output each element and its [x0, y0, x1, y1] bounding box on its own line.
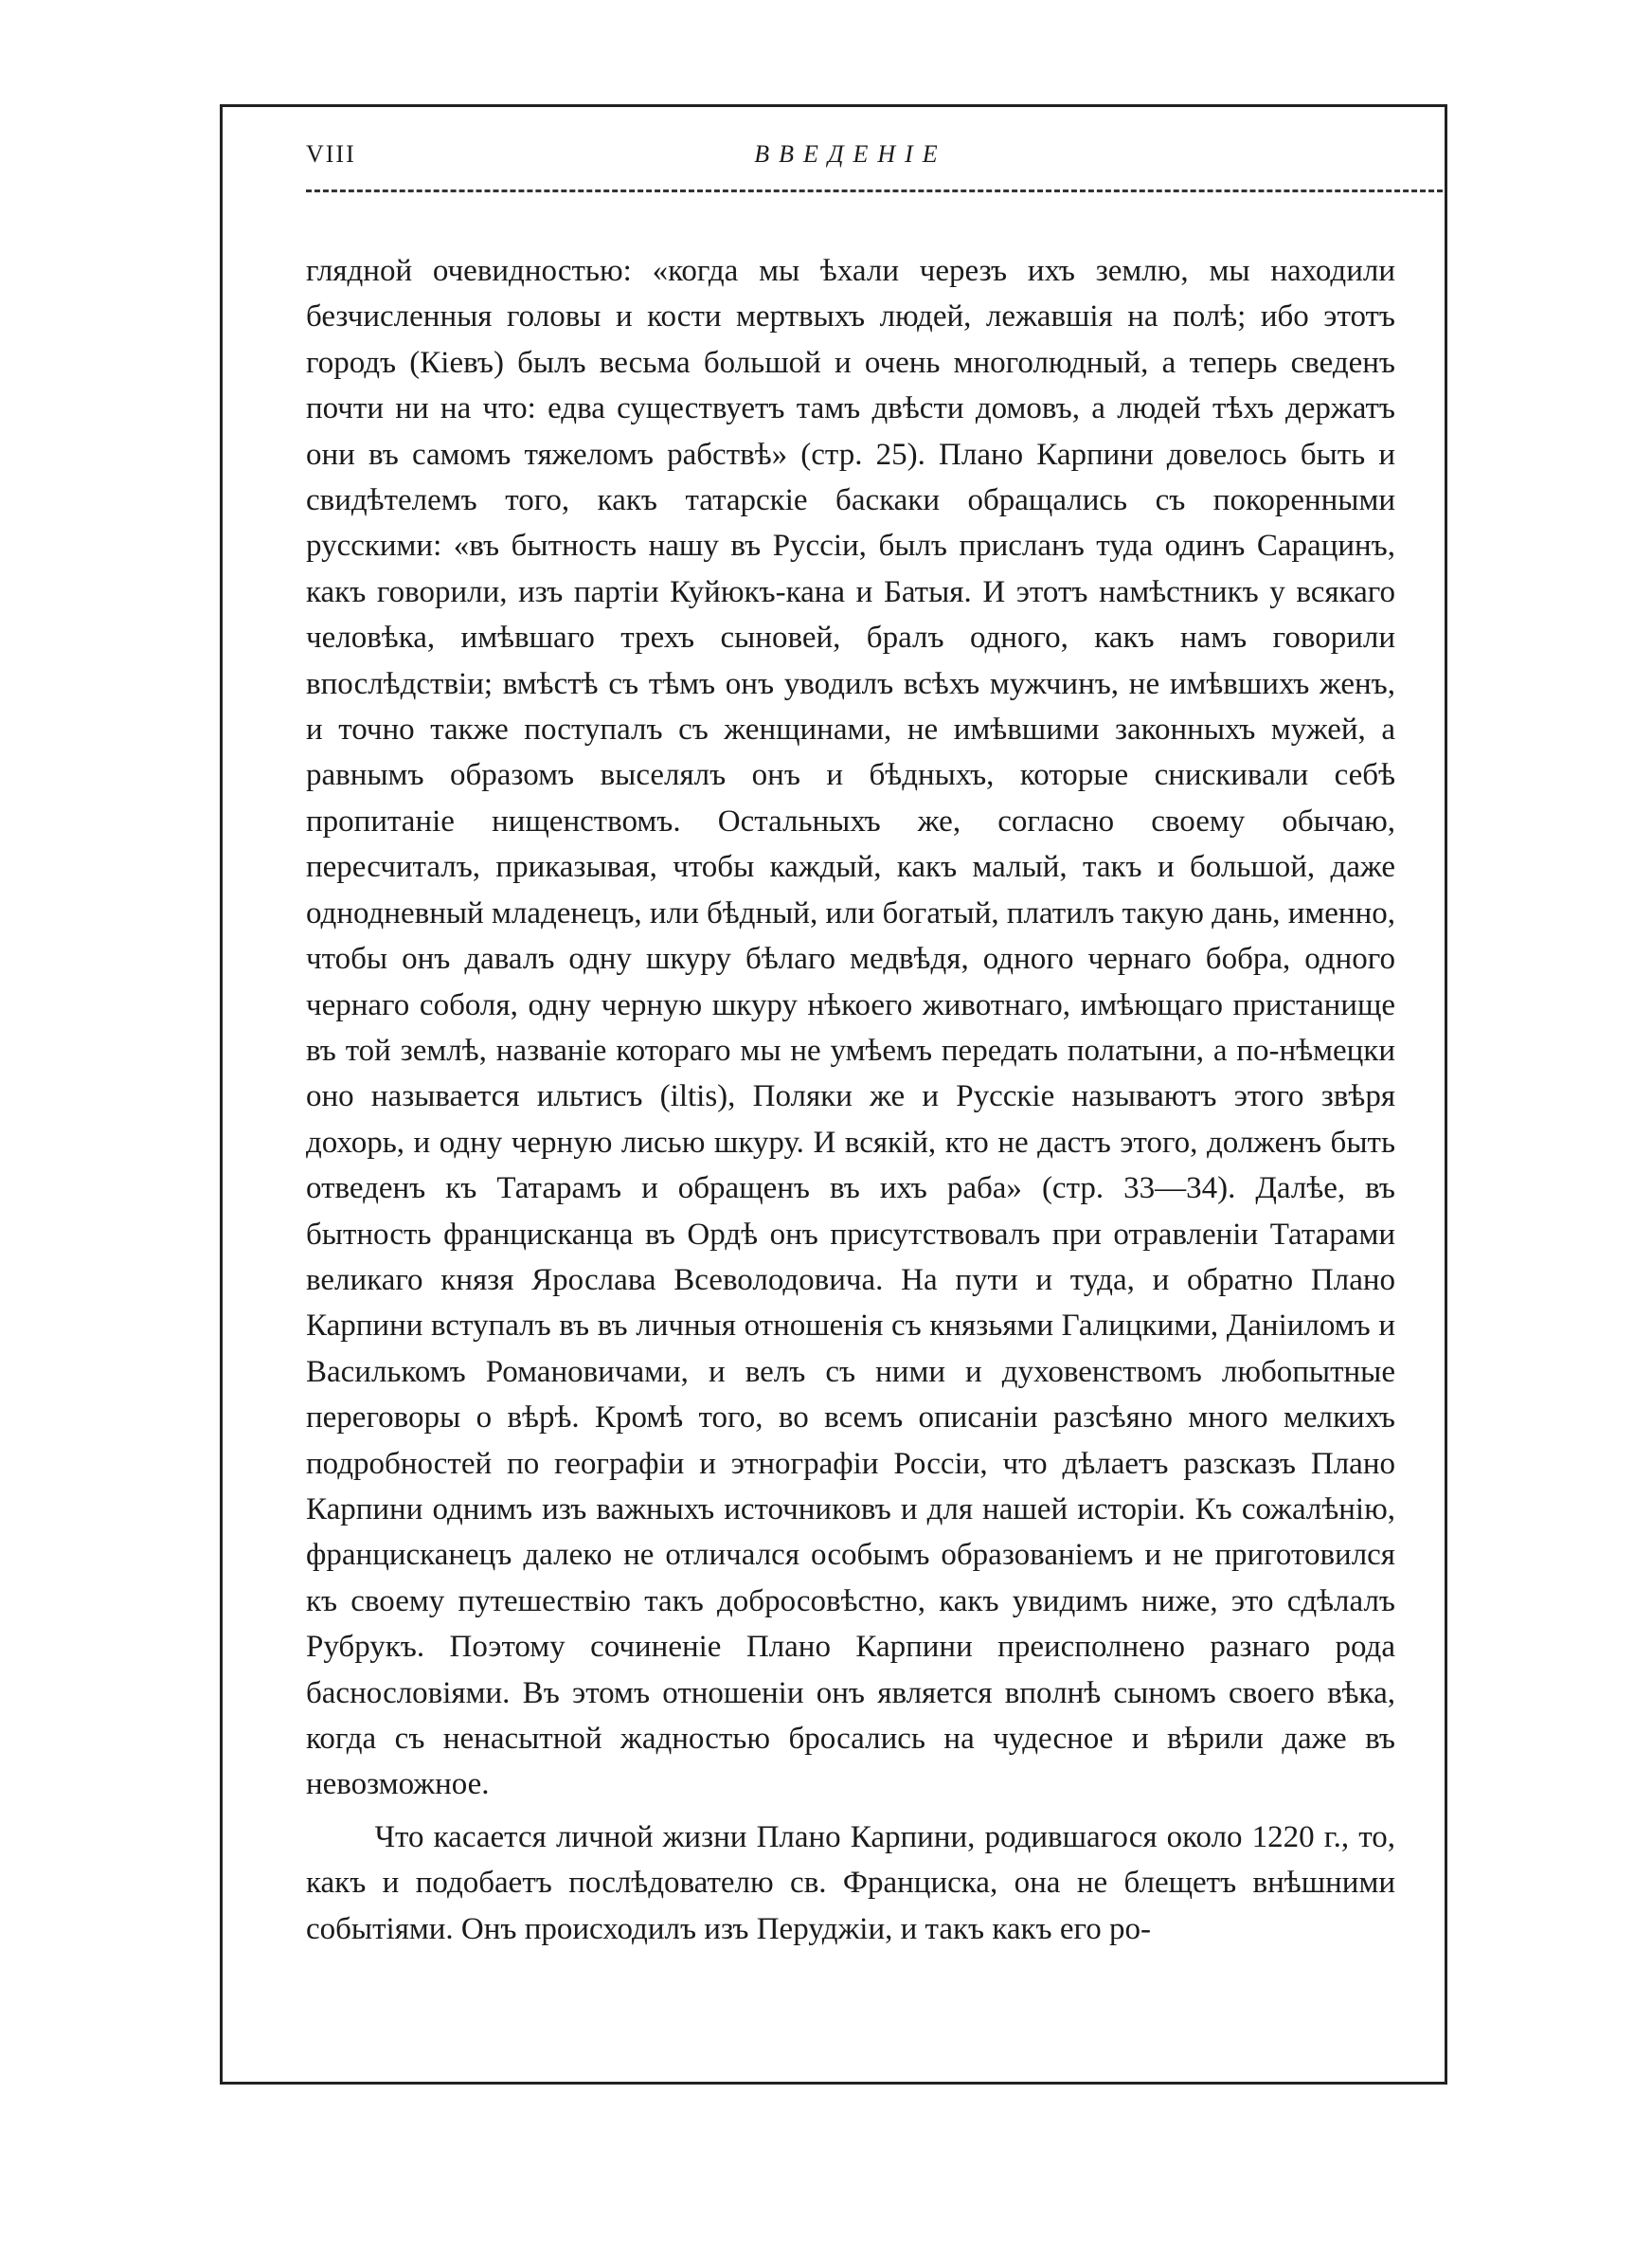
page-header [306, 131, 1395, 178]
page-number: VIII [306, 140, 356, 168]
running-title: ВВЕДЕНІЕ [754, 140, 947, 168]
body-text [306, 248, 1395, 1952]
header-divider [306, 190, 1443, 192]
paragraph-continued: глядной очевидностью: «когда мы ѣхали черезъ ихъ землю, мы находили безчисленныя головы и кости мертвыхъ людей, лежавшія на полѣ; ибо этотъ городъ (Кіевъ) былъ весьма большой и очень многолюдный, а теперь сведенъ почти ни на что: едва существуетъ тамъ двѣсти домовъ, а людей тѣхъ держатъ они въ самомъ тяжеломъ рабствѣ» (стр. 25). Плано Карпини довелось быть и свидѣтелемъ того, какъ татарскіе баскаки обращались съ покоренными русскими: «въ бытность нашу въ Руссіи, былъ присланъ туда одинъ Сарацинъ, какъ говорили, изъ партіи Куйюкъ-кана и Батыя. И этотъ намѣстникъ у всякаго человѣка, имѣвшаго трехъ сыновей, бралъ одного, какъ намъ говорили впослѣдствіи; вмѣстѣ съ тѣмъ онъ уводилъ всѣхъ мужчинъ, не имѣвшихъ женъ, и точно также поступалъ съ женщинами, не имѣвшими законныхъ мужей, а равнымъ образомъ выселялъ онъ и бѣдныхъ, которые снискивали себѣ пропитаніе нищенствомъ. Остальныхъ же, согласно своему обычаю, пересчиталъ, приказывая, чтобы каждый, какъ малый, такъ и большой, даже однодневный младенецъ, или бѣдный, или богатый, платилъ такую дань, именно, чтобы онъ давалъ одну шкуру бѣлаго медвѣдя, одного чернаго бобра, одного чернаго соболя, одну черную шкуру нѣкоего животнаго, имѣющаго пристанище въ той землѣ, названіе котораго мы не умѣемъ передать полатыни, а по-нѣмецки оно называется ильтисъ (iltis), Поляки же и Русскіе называютъ этого звѣря дохорь, и одну черную лисью шкуру. И всякій, кто не дастъ этого, долженъ быть отведенъ къ Татарамъ и обращенъ въ ихъ раба» (стр. 33—34). Далѣе, въ бытность францисканца въ Ордѣ онъ присутствовалъ при отравленіи Татарами великаго князя Ярослава Всеволодовича. На пути и туда, и обратно Плано Карпини вступалъ въ въ личныя отношенія съ князьями Галицкими, Даніиломъ и Василькомъ Романовичами, и велъ съ ними и духовенствомъ любопытные переговоры о вѣрѣ. Кромѣ того, во всемъ описаніи разсѣяно много мелкихъ подробностей по географіи и этнографіи Россіи, что дѣлаетъ разсказъ Плано Карпини однимъ изъ важныхъ источниковъ и для нашей исторіи. Къ сожалѣнію, францисканецъ далеко не отличался особымъ образованіемъ и не приготовился къ своему путешествію такъ добросовѣстно, какъ увидимъ ниже, это сдѣлалъ Рубрукъ. Поэтому сочиненіе Плано Карпини преисполнено разнаго рода баснословіями. Въ этомъ отношеніи онъ является вполнѣ сыномъ своего вѣка, когда съ ненасытной жадностью бросались на чудесное и вѣрили даже въ невозможное. [306, 254, 1396, 1802]
paragraph-carpini-life: Что касается личной жизни Плано Карпини, родившагося около 1220 г., то, какъ и подобаетъ послѣдователю св. Франциска, она не блещетъ внѣшними событіями. Онъ происходилъ изъ Перуджіи, и такъ какъ его ро- [306, 1819, 1395, 1946]
